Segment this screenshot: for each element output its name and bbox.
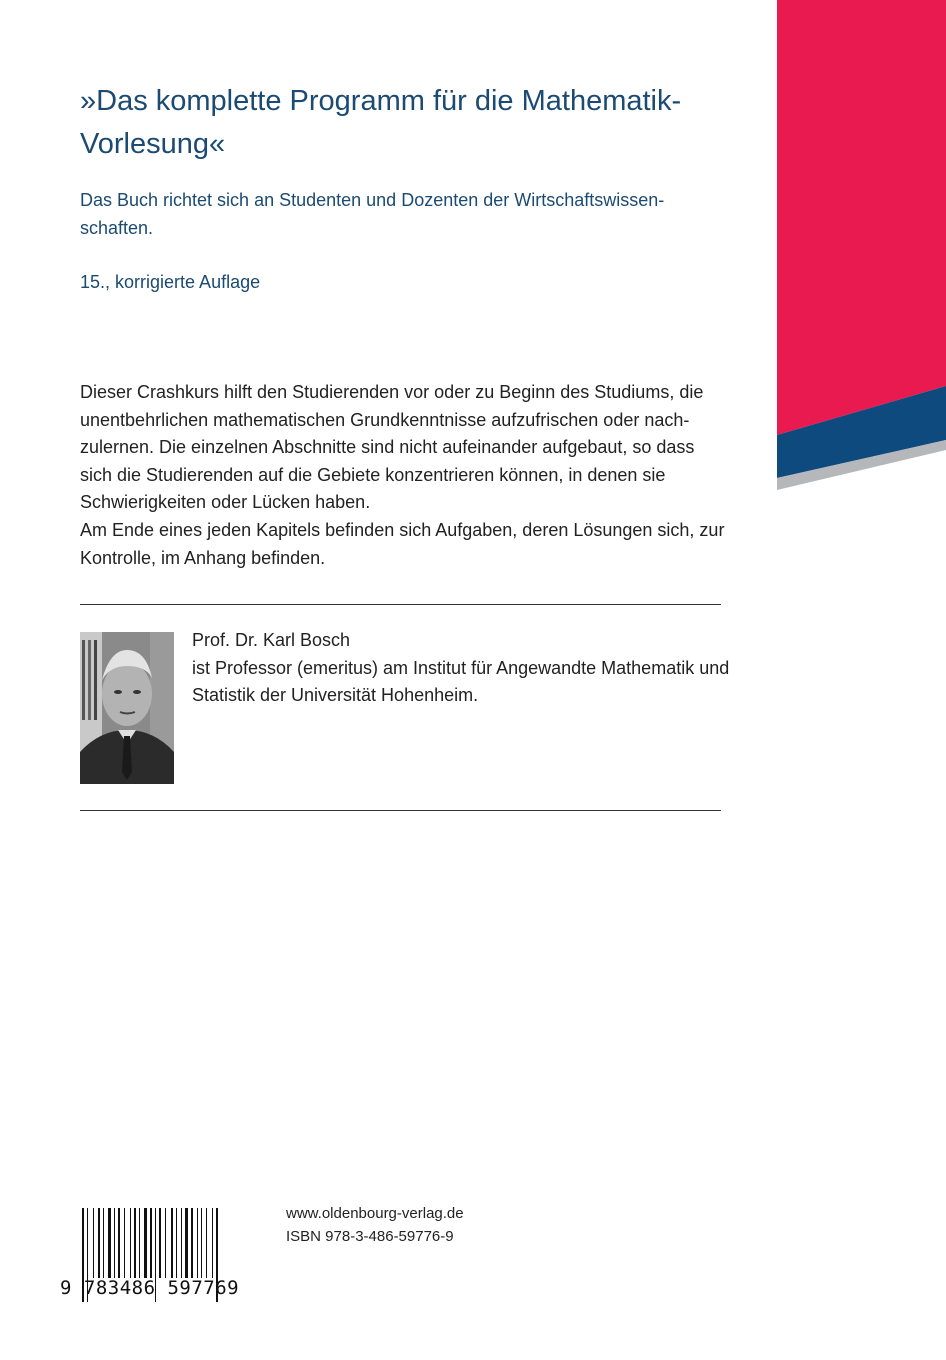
book-description xyxy=(80,379,725,572)
barcode-bar xyxy=(98,1208,100,1278)
barcode-bar xyxy=(181,1208,182,1278)
barcode-bar xyxy=(93,1208,94,1278)
description-paragraph: Dieser Crashkurs hilft den Studierenden vor oder zu Beginn des Studiums, die unentbehrlichen mathematischen Grundkenntnisse aufzufrischen oder nach-zulernen. Die einzelnen Abschnitte sind nicht aufeinander aufgebaut, so dass sich die Studierenden auf die Gebiete konzentrieren können, in denen sie Schwierigkeiten oder Lücken haben. xyxy=(80,382,704,513)
divider-bottom xyxy=(80,810,721,811)
author-photo xyxy=(80,632,174,784)
divider-top xyxy=(80,604,721,605)
barcode-bar xyxy=(171,1208,173,1278)
author-name: Prof. Dr. Karl Bosch xyxy=(192,630,351,650)
barcode-bar xyxy=(130,1208,131,1278)
description-paragraph-2: Am Ende eines jeden Kapitels befinden sich Aufgaben, deren Lösungen sich, zur Kontrolle, im Anhang befinden. xyxy=(80,519,725,568)
barcode-bar xyxy=(185,1208,188,1278)
barcode-bar xyxy=(144,1208,147,1278)
barcode-bar xyxy=(134,1208,136,1278)
publisher-imprint xyxy=(286,1202,586,1248)
edition-label: 15., korrigierte Auflage xyxy=(80,272,261,292)
book-headline: »Das komplette Programm für die Mathematik-Vorlesung« xyxy=(80,85,682,160)
grey-corner-stripe xyxy=(777,440,946,490)
barcode-bar xyxy=(201,1208,202,1278)
barcode-bar xyxy=(114,1208,115,1278)
barcode-bar xyxy=(124,1208,125,1278)
author-bio: ist Professor (emeritus) am Institut für Angewandte Mathematik und Statistik der Universität Hohenheim. xyxy=(192,657,730,706)
barcode-digits: 9 783486 597769 xyxy=(60,1277,240,1299)
barcode-bar xyxy=(103,1208,104,1278)
red-corner-band xyxy=(777,0,946,435)
isbn-number: ISBN 978-3-486-59776-9 xyxy=(286,1228,454,1245)
barcode-bar xyxy=(150,1208,152,1278)
barcode-bar xyxy=(165,1208,166,1278)
publisher-url: www.oldenbourg-verlag.de xyxy=(286,1205,464,1222)
barcode-bar xyxy=(159,1208,161,1278)
barcode-bar xyxy=(108,1208,111,1278)
barcode-bar xyxy=(139,1208,140,1278)
author-info xyxy=(192,627,732,710)
barcode-bar xyxy=(212,1208,213,1278)
blue-corner-stripe xyxy=(777,386,946,478)
barcode-bar xyxy=(191,1208,193,1278)
barcode-bar xyxy=(197,1208,198,1278)
barcode-bar xyxy=(176,1208,177,1278)
barcode-bar xyxy=(206,1208,207,1278)
barcode-bar xyxy=(118,1208,120,1278)
target-audience-text: Das Buch richtet sich an Studenten und Dozenten der Wirtschaftswissen-schaften. xyxy=(80,190,665,238)
